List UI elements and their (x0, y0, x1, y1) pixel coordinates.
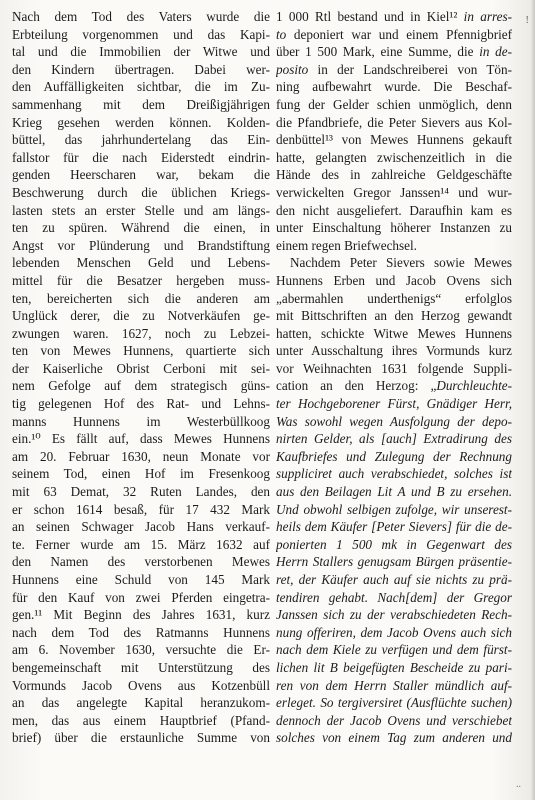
text-line: am 6. November 1630, versuchte die Er- (12, 642, 270, 658)
text-line (276, 272, 512, 290)
text-line (276, 131, 512, 149)
text-line: büttel, das jahrhundertelang das Ein- (12, 132, 270, 148)
text-segment: die Pfandbriefe, die Peter Sievers aus Kol- (276, 114, 512, 130)
text-line (276, 694, 512, 712)
text-line (276, 325, 512, 343)
text-line (276, 553, 512, 571)
text-line: men, das aus einem Hauptbrief (Pfand- (12, 712, 270, 728)
text-segment: den nicht ausgeliefert. Daraufhin kam es (276, 202, 512, 218)
text-line: Vormunds Jacob Ovens aus Kotzenbüll (12, 677, 270, 693)
text-line: mittel für die Besatzer hergeben muss- (12, 272, 270, 288)
text-line (276, 465, 512, 483)
text-line: an seinen Schwager Jacob Hans verkauf- (12, 519, 270, 535)
italic-text-segment: aus den Beilagen Lit A und B zu ersehen. (276, 484, 512, 500)
text-segment: in der Landschreiberei von Tön- (308, 61, 512, 77)
text-line: er schon 1614 besaß, für 17 432 Mark (12, 501, 270, 517)
text-line: Hunnens eine Schuld von 145 Mark (12, 572, 270, 587)
text-line (276, 237, 512, 255)
italic-text-segment: nirten Gelder, als [auch] Extradirung des (276, 431, 512, 447)
text-segment: verwickelten Gregor Janssen¹⁴ und wur- (276, 184, 512, 200)
text-segment: vor Weihnachten 1631 folgende Suppli- (276, 360, 512, 376)
text-line (276, 536, 512, 554)
text-line: genden Heerscharen war, bekam die (12, 167, 270, 183)
text-segment: mit Bittschriften an den Herzog gewandt (276, 308, 512, 324)
text-line: fallstor für die nach Eiderstedt eindrin- (12, 149, 270, 165)
text-line: lebenden Menschen Geld und Lebens- (12, 255, 270, 271)
text-line: Unglück derer, die zu Notverkäufen ge- (12, 308, 270, 324)
text-line: gen.¹¹ Mit Beginn des Jahres 1631, kurz (12, 607, 270, 623)
text-line (276, 501, 512, 519)
text-line (276, 202, 512, 220)
italic-text-segment: Kaufbriefes und Zulegung der Rechnung (276, 448, 512, 464)
text-line (276, 518, 512, 536)
italic-text-segment: to (276, 26, 287, 42)
text-line: brief) über die erstaunliche Summe von (12, 730, 270, 746)
text-segment: cation an den Herzog: „ (276, 378, 437, 394)
text-line (276, 43, 512, 61)
text-line (276, 360, 512, 378)
text-segment: Nachdem Peter Sievers sowie Mewes (290, 255, 512, 271)
text-line (276, 571, 512, 589)
text-line (276, 184, 512, 202)
italic-text-segment: Herrn Stallers genugsam Bürgen präsentie- (276, 554, 512, 570)
text-line (276, 342, 512, 360)
italic-text-segment: ter Hochgeborener Fürst, Gnädiger Herr, (276, 396, 512, 412)
text-segment: fung der Gelder schien unmöglich, denn (276, 96, 512, 112)
text-line (276, 377, 512, 395)
text-line: sammenhang mit dem Dreißigjährigen (12, 96, 270, 112)
text-line: für den Kauf von zwei Pferden eingetra- (12, 589, 270, 605)
text-segment: unter Einschaltung höherer Instanzen zu (276, 220, 512, 236)
text-segment: hatten, schickte Witwe Mewes Hunnens (276, 325, 512, 341)
text-line: Angst vor Plünderung und Brandstiftung (12, 237, 270, 253)
text-line: ten, bereicherten sich die anderen am (12, 290, 270, 306)
text-segment: über 1 500 Mark, eine Summe, die (276, 44, 480, 60)
text-line: mit 63 Demat, 32 Ruten Landes, den (12, 484, 270, 500)
text-line: Nach dem Tod des Vaters wurde die (12, 9, 270, 24)
text-line (276, 96, 512, 114)
text-line: zwungen waren. 1627, noch zu Lebzei- (12, 325, 270, 341)
text-line (276, 8, 512, 26)
text-line (276, 624, 512, 642)
left-text-column (12, 8, 270, 747)
italic-text-segment: nung offeriren, dem Jacob Ovens auch sich (276, 624, 512, 640)
corner-mark: .. (516, 779, 521, 790)
italic-text-segment: in de- (479, 44, 512, 60)
text-line (276, 78, 512, 96)
italic-text-segment: heils dem Käufer [Peter Sievers] für die de- (276, 519, 512, 535)
italic-text-segment: posito (276, 61, 309, 77)
italic-text-segment: ret, der Käufer auch auf sie nichts zu prä- (276, 572, 512, 587)
text-line: ten von Mewes Hunnens, quartierte sich (12, 343, 270, 359)
italic-text-segment: in arres- (463, 9, 512, 24)
text-line (276, 448, 512, 466)
text-line (276, 166, 512, 184)
text-line: nach dem Tod des Ratmanns Hunnens (12, 624, 270, 640)
text-line (276, 149, 512, 167)
text-line (276, 606, 512, 624)
text-line (276, 307, 512, 325)
text-line: te. Ferner wurde am 15. März 1632 auf (12, 536, 270, 552)
text-line: bengemeinschaft mit Unterstützung des (12, 659, 270, 675)
text-line: nem Gefolge auf dem strategisch güns- (12, 378, 270, 394)
text-line (276, 729, 512, 747)
text-line: am 20. Februar 1630, neun Monate vor (12, 448, 270, 464)
text-line (276, 659, 512, 677)
text-line: manns Hunnens im Westerbüllkoog (12, 413, 270, 429)
text-line (276, 114, 512, 132)
text-line (276, 712, 512, 730)
text-segment: hatte, gelangten zwischenzeitlich in die (276, 149, 512, 165)
text-segment: „abermahlen underthenigs“ erfolglos (276, 290, 512, 306)
text-line (276, 26, 512, 44)
italic-text-segment: lichen lit B beigefügten Bescheide zu pari- (276, 659, 512, 675)
text-line: Krieg gesehen werden können. Kolden- (12, 114, 270, 130)
text-line (276, 483, 512, 501)
text-segment: denbüttel¹³ von Mewes Hunnens gekauft (276, 132, 512, 148)
italic-text-segment: ponierten 1 500 mk in Gegenwart des (276, 536, 512, 552)
edge-mark: ! (525, 14, 529, 26)
text-line: den Auffälligkeiten sichtbar, die im Zu- (12, 79, 270, 95)
text-segment: ning aufbewahrt wurde. Die Beschaf- (276, 79, 512, 95)
italic-text-segment: Was sowohl wegen Ausfolgung der depo- (276, 413, 512, 429)
italic-text-segment: Und obwohl selbigen zufolge, wir unserest- (276, 501, 512, 517)
text-line: seinem Tod, einen Hof im Fresenkoog (12, 466, 270, 482)
text-line (276, 290, 512, 308)
italic-text-segment: suppliciret auch verabschiedet, solches ist (276, 466, 512, 482)
text-line: ten zu spüren. Während die einen, in (12, 220, 270, 236)
text-line: den Kindern übertragen. Dabei wer- (12, 61, 270, 77)
italic-text-segment: Durchleuchte- (436, 378, 512, 394)
text-line (276, 395, 512, 413)
text-line (276, 219, 512, 237)
text-line (276, 677, 512, 695)
text-line: den Namen des verstorbenen Mewes (12, 554, 270, 570)
text-line: Erbteilung vorgenommen und das Kapi- (12, 26, 270, 42)
text-line: tig gelegenen Hof des Rat- und Lehns- (12, 396, 270, 412)
text-line (276, 589, 512, 607)
italic-text-segment: erleget. So tergiversiret (Ausflüchte suchen) (276, 695, 512, 711)
text-line: an das angelegte Kapital heranzukom- (12, 695, 270, 711)
italic-text-segment: Janssen sich zu der verabschiedeten Rech- (276, 607, 512, 623)
text-line: tal und die Immobilien der Witwe und (12, 44, 270, 60)
italic-text-segment: nach dem Kiele zu verfügen und dem fürst- (276, 642, 512, 658)
text-line (276, 430, 512, 448)
text-line (276, 61, 512, 79)
text-line (276, 254, 512, 272)
italic-text-segment: dennoch der Jacob Ovens und verschiebet (276, 712, 512, 728)
page-edge-shadow (531, 0, 535, 800)
italic-text-segment: ren von dem Herrn Staller mündlich auf- (276, 677, 512, 693)
text-line: ein.¹⁰ Es fällt auf, dass Mewes Hunnens (12, 431, 270, 447)
text-segment: einem regen Briefwechsel. (276, 237, 417, 253)
text-segment: Hände des in zahlreiche Geldgeschäfte (276, 167, 512, 183)
text-line: Beschwerung durch die üblichen Kriegs- (12, 184, 270, 200)
italic-text-segment: solches von einem Tag zum anderen und (276, 730, 512, 746)
text-segment: Hunnens Erben und Jacob Ovens sich (276, 272, 512, 288)
text-line (276, 413, 512, 431)
text-segment: deponiert war und einem Pfennigbrief (286, 26, 512, 42)
text-line: der Kaiserliche Obrist Cerboni mit sei- (12, 360, 270, 376)
text-segment: unter Ausschaltung ihres Vormunds kurz (276, 343, 512, 359)
text-segment: 1 000 Rtl bestand und in Kiel¹² (276, 9, 464, 24)
right-text-column (276, 8, 512, 747)
text-line: lasten stets an erster Stelle und am längs- (12, 202, 270, 218)
italic-text-segment: tendiren gehabt. Nach[dem] der Gregor (276, 589, 512, 605)
text-line (276, 641, 512, 659)
